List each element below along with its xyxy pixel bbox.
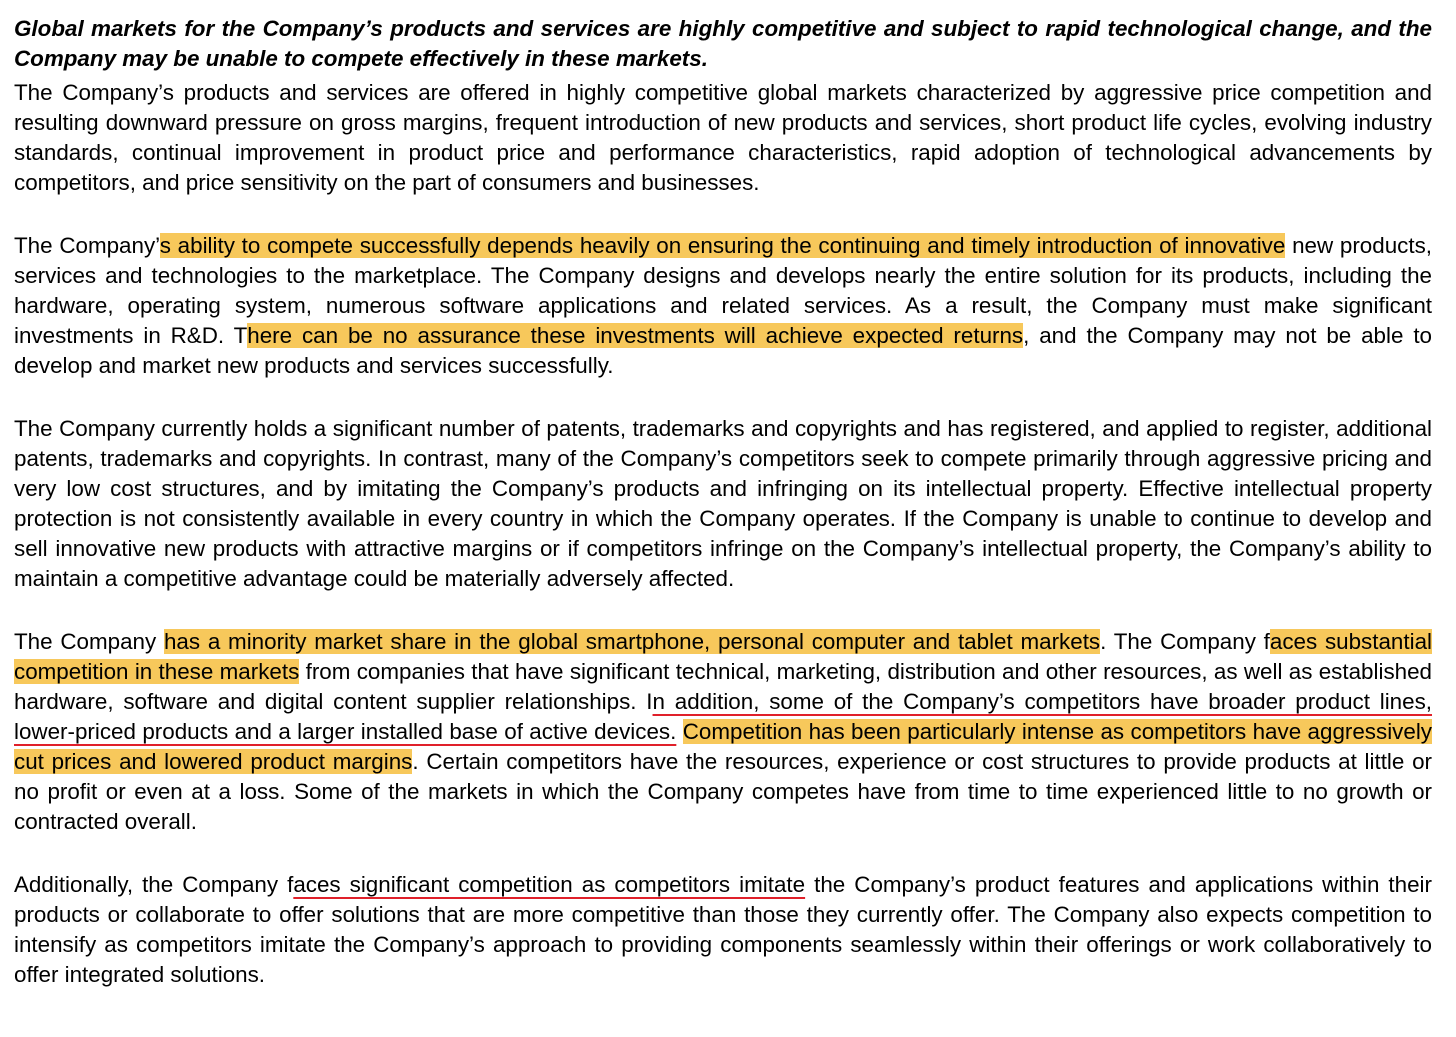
underlined-text: n addition, some of the Company’s competitors have broader product lines, lower-priced products and a larger installed base of active devices. xyxy=(14,689,1432,744)
text-segment: the Company’s product features and applications within their products or collaborate to offer solutions that are more competitive than those they currently offer. The Company also expects competition to intensify as competitors imitate the Company’s approach to providing components seamlessly within their offerings or work collaboratively to offer integrated solutions. xyxy=(14,872,1432,987)
text-segment: Additionally, the Company f xyxy=(14,872,294,897)
paragraph-5 xyxy=(14,870,1432,990)
highlighted-text: Competition has been particularly intense as competitors have aggressively cut prices and lowered product margins xyxy=(14,719,1432,774)
text-segment: The Company xyxy=(14,629,164,654)
text-segment: . Certain competitors have the resources, experience or cost structures to provide products at little or no profit or even at a loss. Some of the markets in which the Company competes have from time to time experienced little to no growth or contracted overall. xyxy=(14,749,1433,834)
text-segment: The Company’ xyxy=(14,233,160,258)
paragraph-1 xyxy=(14,78,1432,198)
paragraph-3 xyxy=(14,414,1432,594)
paragraph-3-text: The Company currently holds a significant number of patents, trademarks and copyrights and has registered, and applied to register, additional patents, trademarks and copyrights. In contrast, many of the Company’s competitors seek to compete primarily through aggressive pricing and very low cost structures, and by imitating the Company’s products and infringing on its intellectual property. Effective intellectual property protection is not consistently available in every country in which the Company operates. If the Company is unable to continue to develop and sell innovative new products with attractive margins or if competitors infringe on the Company’s intellectual property, the Company’s ability to maintain a competitive advantage could be materially adversely affected. xyxy=(14,416,1432,591)
paragraph-4 xyxy=(14,627,1432,837)
text-segment xyxy=(676,719,682,744)
highlighted-text: here can be no assurance these investments will achieve expected returns xyxy=(247,323,1024,348)
highlighted-text: has a minority market share in the global smartphone, personal computer and tablet markets xyxy=(163,629,1101,654)
paragraph-1-text: The Company’s products and services are offered in highly competitive global markets characterized by aggressive price competition and resulting downward pressure on gross margins, frequent introduction of new products and services, short product life cycles, evolving industry standards, continual improvement in product price and performance characteristics, rapid adoption of technological advancements by competitors, and price sensitivity on the part of consumers and businesses. xyxy=(14,80,1432,195)
text-segment: from companies that have significant technical, marketing, distribution and other resources, as well as established hardware, software and digital content supplier relationships. I xyxy=(14,659,1432,714)
text-segment: , and the Company may not be able to develop and market new products and services successfully. xyxy=(14,323,1432,378)
section-heading: Global markets for the Company’s products and services are highly competitive and subject to rapid technological change, and the Company may be unable to compete effectively in these markets. xyxy=(14,16,1432,71)
paragraph-2 xyxy=(14,231,1432,381)
text-segment: new products, services and technologies to the marketplace. The Company designs and develops nearly the entire solution for its products, including the hardware, operating system, numerous software applications and related services. As a result, the Company must make significant investments in R&D. T xyxy=(14,233,1432,348)
text-segment: . The Company f xyxy=(1100,629,1270,654)
highlighted-text: aces substantial competition in these markets xyxy=(14,629,1433,684)
underlined-text: aces significant competition as competitors imitate xyxy=(293,872,806,897)
highlighted-text: s ability to compete successfully depends heavily on ensuring the continuing and timely introduction of innovative xyxy=(159,233,1286,258)
